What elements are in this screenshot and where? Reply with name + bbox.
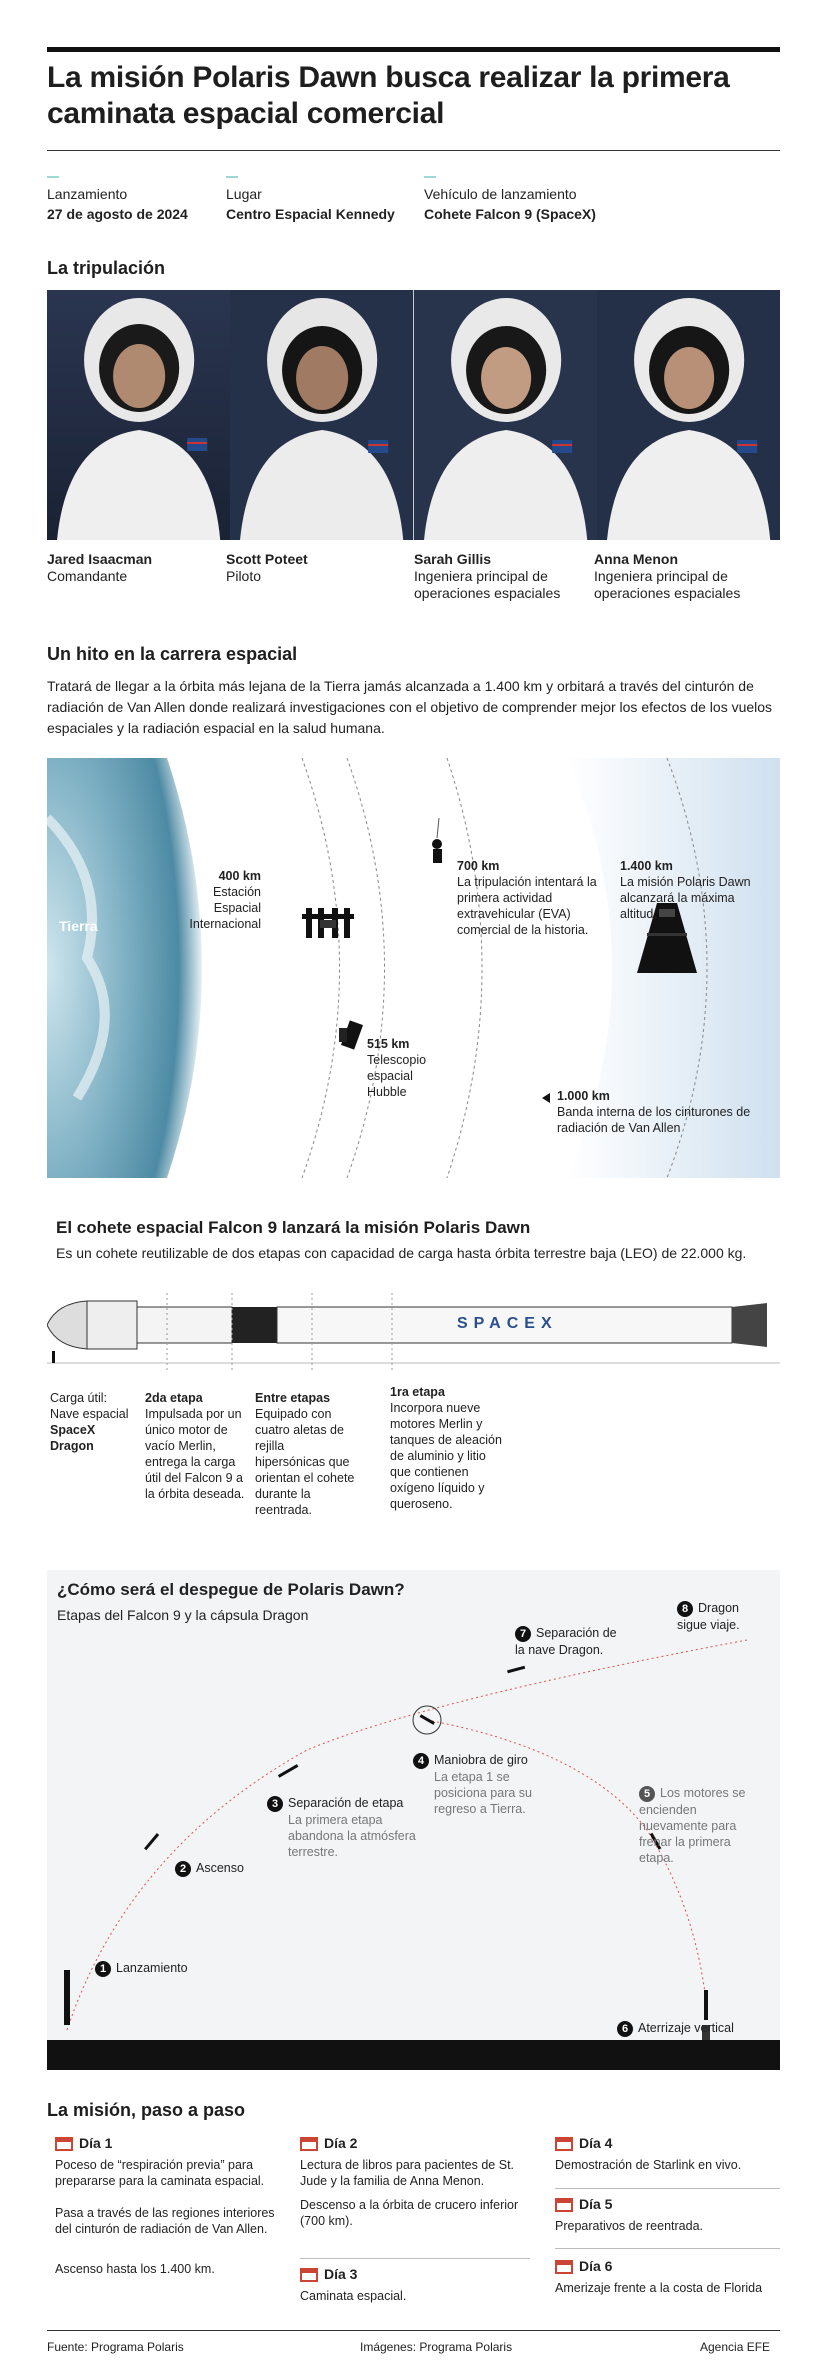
calendar-icon — [555, 2135, 573, 2151]
footer-source: Fuente: Programa Polaris — [47, 2340, 184, 2354]
max-km: 1.400 km — [620, 859, 673, 873]
step-number: 5 — [639, 1786, 655, 1802]
footer-agency: Agencia EFE — [700, 2340, 771, 2354]
iss-caption — [181, 868, 261, 932]
page-title: La misión Polaris Dawn busca realizar la primera caminata espacial comercial — [47, 61, 730, 130]
crew-photo-scott — [230, 290, 413, 540]
day-label: Día 4 — [579, 2135, 613, 2151]
step-number: 4 — [413, 1753, 429, 1769]
crew-heading: La tripulación — [47, 258, 166, 278]
step-number: 2 — [175, 1861, 191, 1877]
eva-caption — [457, 858, 602, 938]
meta-label: Lanzamiento — [47, 186, 128, 202]
day-4 — [555, 2135, 780, 2173]
step-text: La etapa 1 se posiciona para su regreso a Tierra. — [434, 1770, 532, 1816]
interstage-text: Equipado con cuatro aletas de rejilla hipersónicas que orientan el cohete durante la reentrada. — [255, 1407, 355, 1517]
step-number: 8 — [677, 1601, 693, 1617]
stage1-text: Incorpora nueve motores Merlin y tanques de aleación de aluminio y litio que contienen oxígeno líquido y queroseno. — [390, 1401, 502, 1511]
step-1 — [95, 1960, 188, 1977]
crew-role: Piloto — [226, 568, 262, 584]
step-5 — [639, 1785, 759, 1866]
meta-label: Lugar — [226, 186, 262, 202]
day-6 — [555, 2258, 780, 2296]
eva-km: 700 km — [457, 859, 500, 873]
title-divider — [47, 150, 780, 151]
day-item: Poceso de “respiración previa” para prepararse para la caminata espacial. — [55, 2158, 265, 2188]
day-5 — [555, 2196, 780, 2234]
step-title: Maniobra de giro — [434, 1753, 528, 1767]
spacex-brand: SPACEX — [457, 1315, 558, 1332]
day-2 — [300, 2135, 530, 2229]
day-label: Día 6 — [579, 2258, 613, 2274]
rocket-heading: El cohete espacial Falcon 9 lanzará la misión Polaris Dawn — [56, 1218, 531, 1237]
day-1 — [55, 2135, 285, 2277]
crew-photo-jared — [47, 290, 230, 540]
belt-caption — [557, 1088, 757, 1136]
day-divider — [555, 2188, 780, 2189]
falcon9-diagram — [47, 1285, 780, 1385]
hubble-km: 515 km — [367, 1037, 410, 1051]
calendar-icon — [300, 2266, 318, 2282]
calendar-icon — [55, 2135, 73, 2151]
day-label: Día 1 — [79, 2135, 113, 2151]
stage2-caption — [145, 1390, 245, 1502]
max-label: La misión Polaris Dawn alcanzará la máxima altitud. — [620, 875, 751, 921]
stage2-text: Impulsada por un único motor de vacío Merlin, entrega la carga útil del Falcon 9 a la órbita deseada. — [145, 1407, 245, 1501]
step-title: Lanzamiento — [116, 1961, 188, 1975]
crew-caption — [594, 550, 774, 602]
step-2 — [175, 1860, 244, 1877]
crew-role: Ingeniera principal de operaciones espaciales — [594, 568, 741, 601]
rocket-subheading: Es un cohete reutilizable de dos etapas con capacidad de carga hasta órbita terrestre baja (LEO) de 22.000 kg. — [56, 1245, 747, 1261]
day-divider — [300, 2258, 530, 2259]
crew-role: Ingeniera principal de operaciones espaciales — [414, 568, 561, 601]
step-6 — [617, 2020, 734, 2037]
eva-label: La tripulación intentará la primera actividad extravehicular (EVA) comercial de la historia. — [457, 875, 597, 937]
day-label: Día 3 — [324, 2266, 358, 2282]
step-title: Aterrizaje vertical — [638, 2021, 734, 2035]
day-item: Demostración de Starlink en vivo. — [555, 2158, 742, 2172]
crew-caption — [226, 550, 396, 585]
stage2-title: 2da etapa — [145, 1391, 203, 1405]
step-7 — [515, 1625, 625, 1658]
meta-value: 27 de agosto de 2024 — [47, 206, 188, 222]
crew-name: Scott Poteet — [226, 551, 308, 567]
payload-text-b: SpaceX Dragon — [50, 1423, 96, 1453]
top-bar — [47, 47, 780, 52]
day-item: Lectura de libros para pacientes de St. Jude y la familia de Anna Menon. — [300, 2158, 515, 2188]
step-3 — [267, 1795, 417, 1860]
day-label: Día 5 — [579, 2196, 613, 2212]
payload-text-a: Carga útil: Nave espacial — [50, 1391, 129, 1421]
day-3 — [300, 2266, 530, 2304]
day-item: Descenso a la órbita de crucero inferior (700 km). — [300, 2198, 519, 2228]
milestone-heading: Un hito en la carrera espacial — [47, 644, 298, 664]
earth-label: Tierra — [59, 918, 98, 934]
day-item: Preparativos de reentrada. — [555, 2219, 704, 2233]
step-number: 3 — [267, 1796, 283, 1812]
step-title: Los motores se encienden nuevamente para frenar la primera etapa. — [639, 1786, 746, 1865]
payload-caption — [50, 1390, 130, 1454]
stage1-caption — [390, 1384, 510, 1512]
crew-name: Jared Isaacman — [47, 551, 153, 567]
crew-caption — [414, 550, 584, 602]
step-title: Separación de la nave Dragon. — [515, 1626, 617, 1657]
launch-heading: ¿Cómo será el despegue de Polaris Dawn? — [57, 1580, 405, 1599]
calendar-icon — [555, 2196, 573, 2212]
crew-role: Comandante — [47, 568, 128, 584]
crew-name: Sarah Gillis — [414, 551, 492, 567]
interstage-caption — [255, 1390, 355, 1518]
footer-divider — [47, 2330, 780, 2331]
belt-km: 1.000 km — [557, 1089, 610, 1103]
step-number: 1 — [95, 1961, 111, 1977]
step-8 — [677, 1600, 772, 1633]
step-title: Dragon sigue viaje. — [677, 1601, 740, 1632]
crew-name: Anna Menon — [594, 551, 678, 567]
crew-photo-sarah — [414, 290, 597, 540]
step-title: Separación de etapa — [288, 1796, 404, 1810]
launch-subheading: Etapas del Falcon 9 y la cápsula Dragon — [57, 1607, 309, 1623]
step-number: 6 — [617, 2021, 633, 2037]
day-label: Día 2 — [324, 2135, 358, 2151]
interstage-title: Entre etapas — [255, 1391, 331, 1405]
step-text: La primera etapa abandona la atmósfera terrestre. — [288, 1813, 416, 1859]
calendar-icon — [300, 2135, 318, 2151]
meta-place — [226, 176, 395, 224]
footer-images: Imágenes: Programa Polaris — [360, 2340, 513, 2354]
crew-photo-anna — [597, 290, 780, 540]
hubble-label: Telescopio espacial Hubble — [367, 1053, 427, 1099]
stage1-title: 1ra etapa — [390, 1385, 445, 1399]
mission-heading: La misión, paso a paso — [47, 2100, 246, 2120]
day-item: Pasa a través de las regiones interiores del cinturón de radiación de Van Allen. — [55, 2206, 275, 2236]
crew-caption — [47, 550, 217, 585]
crew-photos — [47, 290, 780, 540]
launch-diagram — [47, 1570, 780, 2070]
milestone-text: Tratará de llegar a la órbita más lejana de la Tierra jamás alcanzada a 1.400 km y orbitará a través del cinturón de radiación de Van Allen donde realizará investigaciones con el objetivo de comprender mejor los efectos de los vuelos espaciales y la radiación espacial en la salud humana. — [47, 678, 773, 736]
step-number: 7 — [515, 1626, 531, 1642]
meta-value: Cohete Falcon 9 (SpaceX) — [424, 206, 596, 222]
belt-label: Banda interna de los cinturones de radiación de Van Allen — [557, 1105, 751, 1135]
day-item: Ascenso hasta los 1.400 km. — [55, 2262, 215, 2276]
calendar-icon — [555, 2258, 573, 2274]
iss-km: 400 km — [218, 869, 261, 883]
iss-label: Estación Espacial Internacional — [189, 885, 261, 931]
meta-launch — [47, 176, 188, 224]
max-caption — [620, 858, 770, 922]
hubble-caption — [367, 1036, 447, 1100]
meta-label: Vehículo de lanzamiento — [424, 186, 577, 202]
orbit-diagram — [47, 758, 780, 1178]
day-item: Caminata espacial. — [300, 2289, 407, 2303]
step-title: Ascenso — [196, 1861, 244, 1875]
day-item: Amerizaje frente a la costa de Florida — [555, 2281, 763, 2295]
meta-value: Centro Espacial Kennedy — [226, 206, 395, 222]
meta-vehicle — [424, 176, 596, 224]
day-divider — [555, 2248, 780, 2249]
step-4 — [413, 1752, 553, 1817]
